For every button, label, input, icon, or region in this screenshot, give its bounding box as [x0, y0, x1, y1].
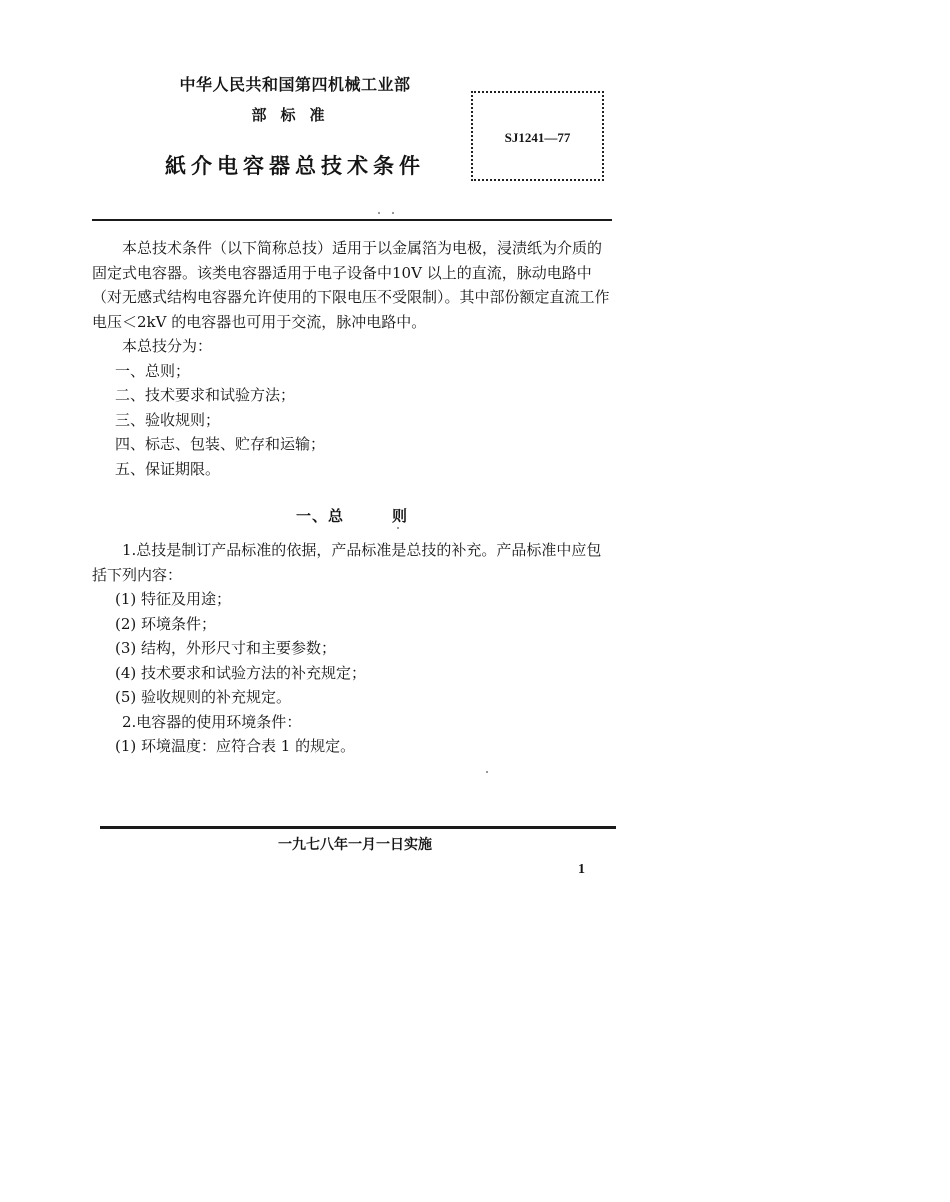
footer-divider	[100, 826, 616, 829]
scan-speck	[378, 212, 380, 214]
standard-type: 部标准	[251, 106, 339, 124]
division-item: 二、技术要求和试验方法；	[115, 386, 296, 404]
scan-speck	[392, 212, 394, 214]
intro-section	[92, 236, 612, 481]
division-item: 五、保证期限。	[115, 459, 221, 478]
section-heading	[92, 505, 612, 526]
section1-body	[92, 538, 612, 759]
clause-item: (1) 环境温度：应符合表 1 的规定。	[115, 737, 356, 755]
ministry-name: 中华人民共和国第四机械工业部	[179, 75, 411, 94]
page-number: 1	[578, 862, 585, 877]
clause-item: (3) 结构，外形尺寸和主要参数；	[115, 639, 337, 657]
document-title: 紙介电容器总技术条件	[165, 154, 425, 178]
clause-item: (4) 技术要求和试验方法的补充规定；	[115, 663, 367, 682]
section-heading-part: 则	[392, 507, 409, 525]
scan-speck	[486, 771, 488, 773]
division-item: 四、标志、包装、贮存和运输；	[115, 435, 326, 453]
clause-item: (2) 环境条件；	[115, 614, 217, 633]
scan-speck	[397, 527, 399, 529]
clause-item: (1) 特征及用途；	[115, 590, 232, 608]
effective-date: 一九七八年一月一日实施	[278, 837, 432, 853]
standard-code: SJ1241—77	[504, 130, 571, 145]
division-intro: 本总技分为：	[122, 337, 213, 355]
clause-2: 2.电容器的使用环境条件：	[122, 712, 302, 731]
clause-1: 1.总技是制订产品标准的依据，产品标准是总技的补充。产品标准中应包括下列内容：	[92, 541, 602, 584]
division-item: 一、总则；	[115, 361, 191, 380]
header-divider	[92, 219, 612, 221]
section-heading-part: 一、总	[295, 507, 344, 525]
clause-item: (5) 验收规则的补充规定。	[115, 688, 292, 706]
standard-code-box	[471, 91, 604, 181]
intro-paragraph: 本总技术条件（以下简称总技）适用于以金属箔为电极，浸渍纸为介质的固定式电容器。该类电容器适用于电子设备中10V 以上的直流，脉动电路中（对无感式结构电容器允许使用的下限电压不受限制）。其中部份额定直流工作电压＜2kV 的电容器也可用于交流，脉冲电路中。	[92, 239, 610, 331]
division-item: 三、验收规则；	[115, 410, 221, 429]
